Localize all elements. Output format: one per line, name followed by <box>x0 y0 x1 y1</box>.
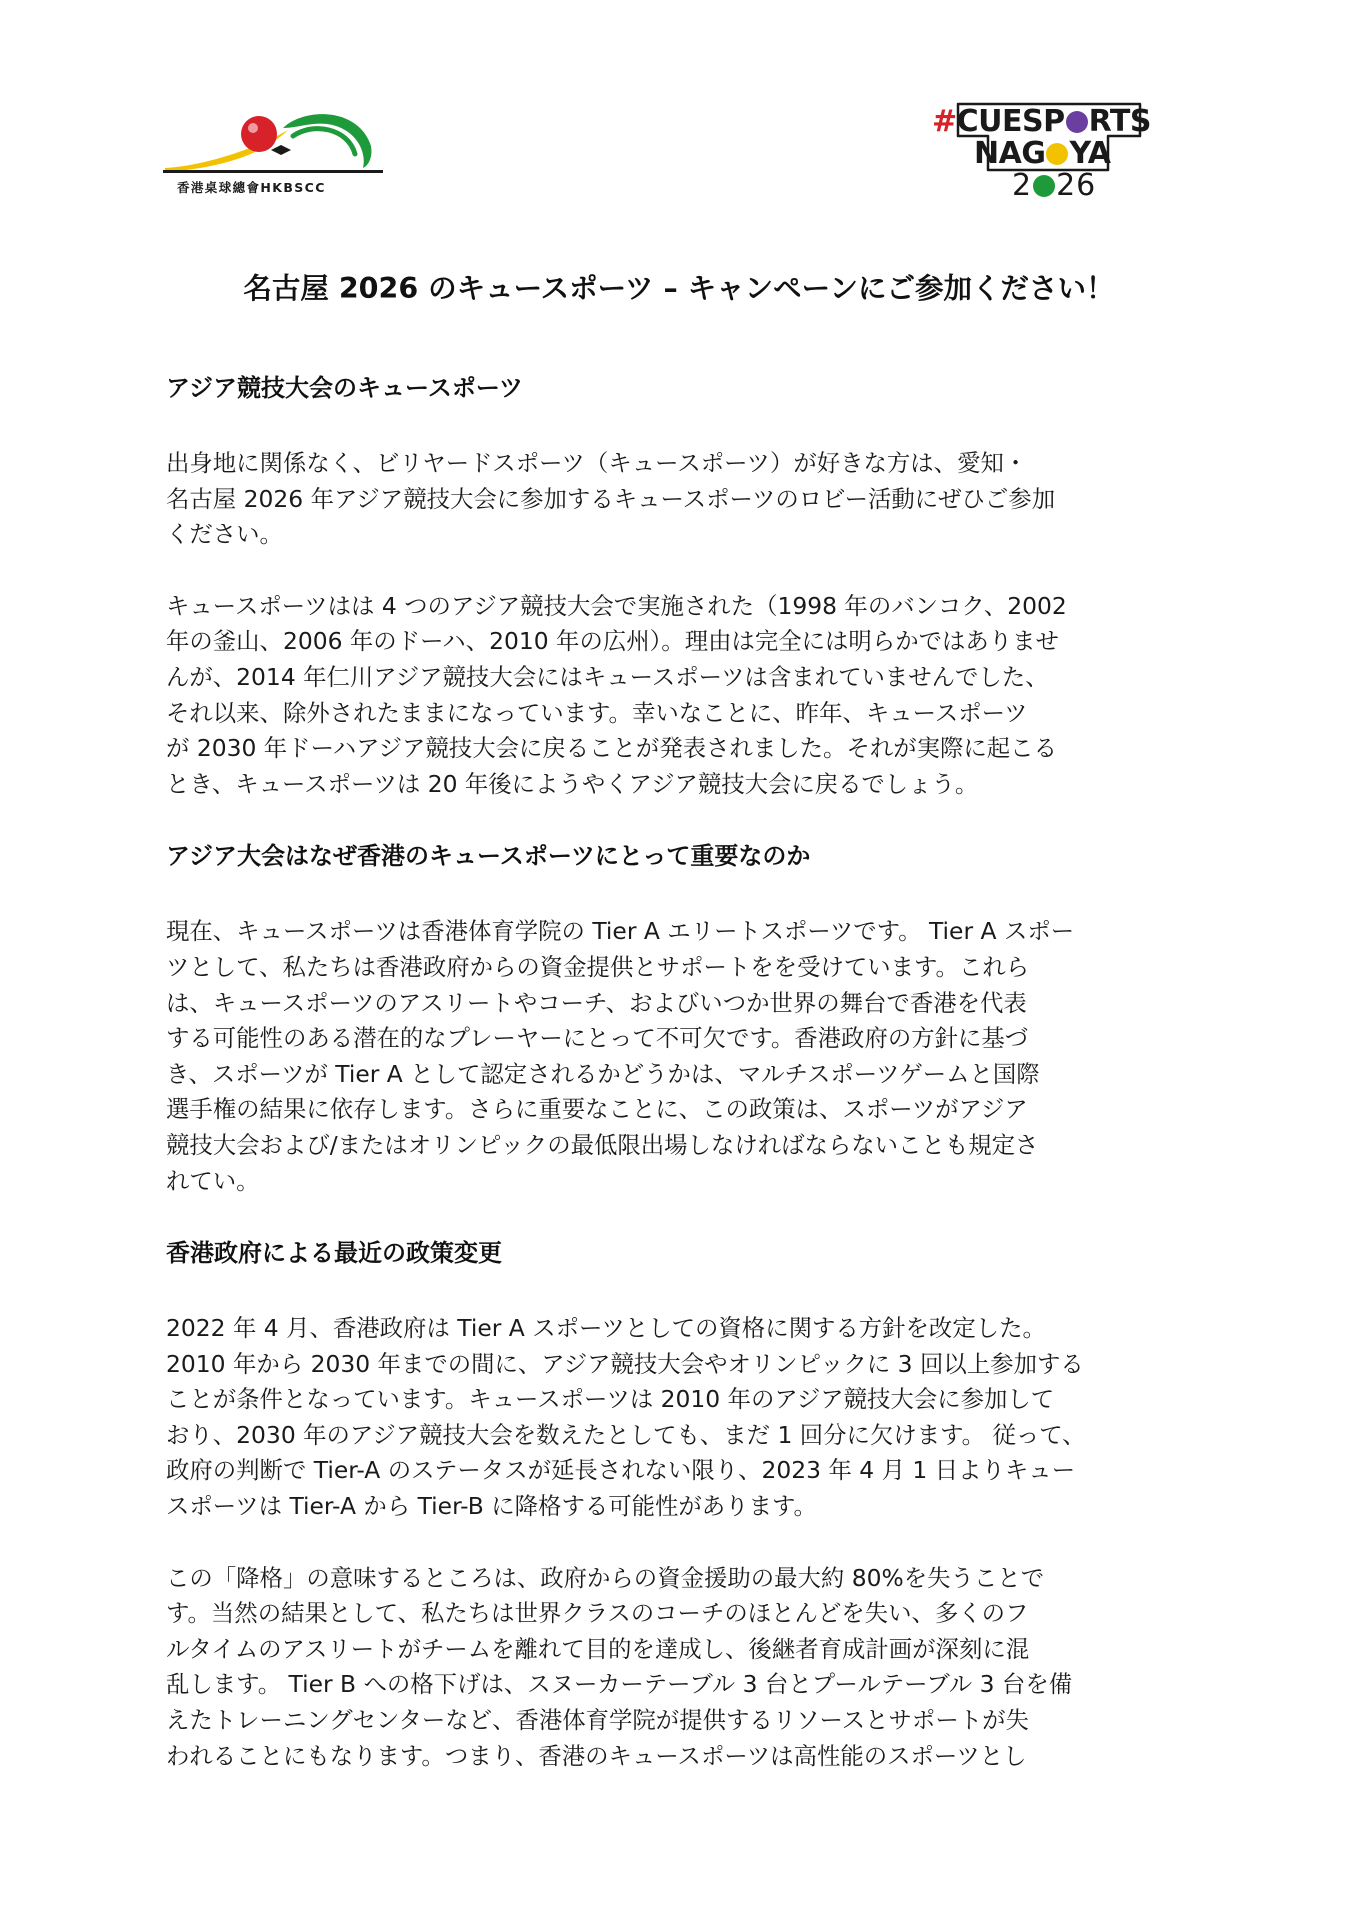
text-line: ルタイムのアスリートがチームを離れて目的を達成し、後継者育成計画が深刻に混 <box>166 1634 1030 1663</box>
text-line: ください。 <box>166 520 283 549</box>
logo-line2-b: YA <box>1069 136 1111 171</box>
text-line: 名古屋 2026 年アジア競技大会に参加するキュースポーツのロビー活動にぜひご参加 <box>166 484 1056 513</box>
logo-line3-b: 26 <box>1056 168 1097 203</box>
green-ball-icon <box>1033 175 1055 197</box>
paragraph <box>166 1561 1216 1775</box>
text-line: この「降格」の意味するところは、政府からの資金援助の最大約 80%を失うことで <box>166 1563 1045 1592</box>
text-line: ことが条件となっています。キュースポーツは 2010 年のアジア競技大会に参加して <box>166 1385 1055 1414</box>
logo-hash: # <box>932 104 957 139</box>
text-line: 乱します。 Tier B への格下げは、スヌーカーテーブル 3 台とプールテーブル 3 台を備 <box>166 1670 1073 1699</box>
text-line: き、スポーツが Tier A として認定されるかどうかは、マルチスポーツゲームと国際 <box>166 1059 1040 1088</box>
text-line: えたトレーニングセンターなど、香港体育学院が提供するリソースとサポートが失 <box>166 1706 1029 1735</box>
text-line: 競技大会および/またはオリンピックの最低限出場しなければならないことも規定さ <box>166 1130 1039 1159</box>
text-line: は、キュースポーツのアスリートやコーチ、およびいつか世界の舞台で香港を代表 <box>166 988 1027 1017</box>
document-body <box>166 370 1216 1774</box>
text-line: キュースポーツはは 4 つのアジア競技大会で実施された（1998 年のバンコク、2002 <box>166 591 1067 620</box>
text-line: とき、キュースポーツは 20 年後にようやくアジア競技大会に戻るでしょう。 <box>166 769 979 798</box>
text-line: が 2030 年ドーハアジア競技大会に戻ることが発表されました。それが実際に起こる <box>166 734 1057 763</box>
paragraph <box>166 1311 1216 1525</box>
text-line: ツとして、私たちは香港政府からの資金提供とサポートをを受けています。これら <box>166 952 1030 981</box>
purple-ball-icon <box>1066 111 1088 133</box>
text-line: 年の釜山、2006 年のドーハ、2010 年の広州）。理由は完全には明らかではありませ <box>166 627 1059 656</box>
text-line: 2022 年 4 月、香港政府は Tier A スポーツとしての資格に関する方針を改定した。 <box>166 1314 1046 1343</box>
logo-line1-a: CUESP <box>956 104 1065 139</box>
text-line: おり、2030 年のアジア競技大会を数えたとしても、まだ 1 回分に欠けます。 従って、 <box>166 1420 1086 1449</box>
text-line: す。当然の結果として、私たちは世界クラスのコーチのほとんどを失い、多くのフ <box>166 1599 1029 1628</box>
text-line: 政府の判断で Tier-A のステータスが延長されない限り、2023 年 4 月 1 日よりキュー <box>166 1456 1076 1485</box>
text-line: 2010 年から 2030 年までの間に、アジア競技大会やオリンピックに 3 回以上参加する <box>166 1349 1084 1378</box>
text-line: それ以来、除外されたままになっています。幸いなことに、昨年、キュースポーツ <box>166 698 1028 727</box>
logo-line1-b: RTS <box>1088 104 1151 139</box>
yellow-ball-icon <box>1046 143 1068 165</box>
section-heading-asian-games: アジア競技大会のキュースポーツ <box>166 374 523 402</box>
logo-line2-a: NAG <box>974 136 1046 171</box>
text-line: スポーツは Tier-A から Tier-B に降格する可能性があります。 <box>166 1492 817 1521</box>
hkbscc-logo <box>163 106 383 202</box>
hkbscc-emblem-icon <box>163 106 383 186</box>
text-line: 選手権の結果に依存します。さらに重要なことに、この政策は、スポーツがアジア <box>166 1095 1028 1124</box>
page-title: 名古屋 2026 のキュースポーツ – キャンペーンにご参加ください！ <box>243 272 1115 305</box>
section-heading-why-important: アジア大会はなぜ香港のキュースポーツにとって重要なのか <box>166 842 811 871</box>
text-line: 出身地に関係なく、ビリヤードスポーツ（キュースポーツ）が好きな方は、愛知・ <box>166 449 1028 477</box>
cuesports-nagoya-logo <box>932 102 1152 202</box>
text-line: する可能性のある潜在的なプレーヤーにとって不可欠です。香港政府の方針に基づ <box>166 1024 1029 1053</box>
hkbscc-logo-text: 香港桌球總會HKBSCC <box>177 180 326 195</box>
text-line: 現在、キュースポーツは香港体育学院の Tier A エリートスポーツです。 Tier A スポー <box>166 917 1075 946</box>
section-heading-policy-change: 香港政府による最近の政策変更 <box>166 1239 502 1268</box>
logo-line3-a: 2 <box>1012 168 1033 203</box>
text-line: んが、2014 年仁川アジア競技大会にはキュースポーツは含まれていませんでした、 <box>166 662 1049 691</box>
text-line: われることにもなります。つまり、香港のキュースポーツは高性能のスポーツとし <box>166 1741 1027 1770</box>
paragraph <box>166 914 1216 1199</box>
paragraph <box>166 446 1216 553</box>
paragraph <box>166 589 1216 803</box>
text-line: れてい。 <box>166 1166 260 1195</box>
